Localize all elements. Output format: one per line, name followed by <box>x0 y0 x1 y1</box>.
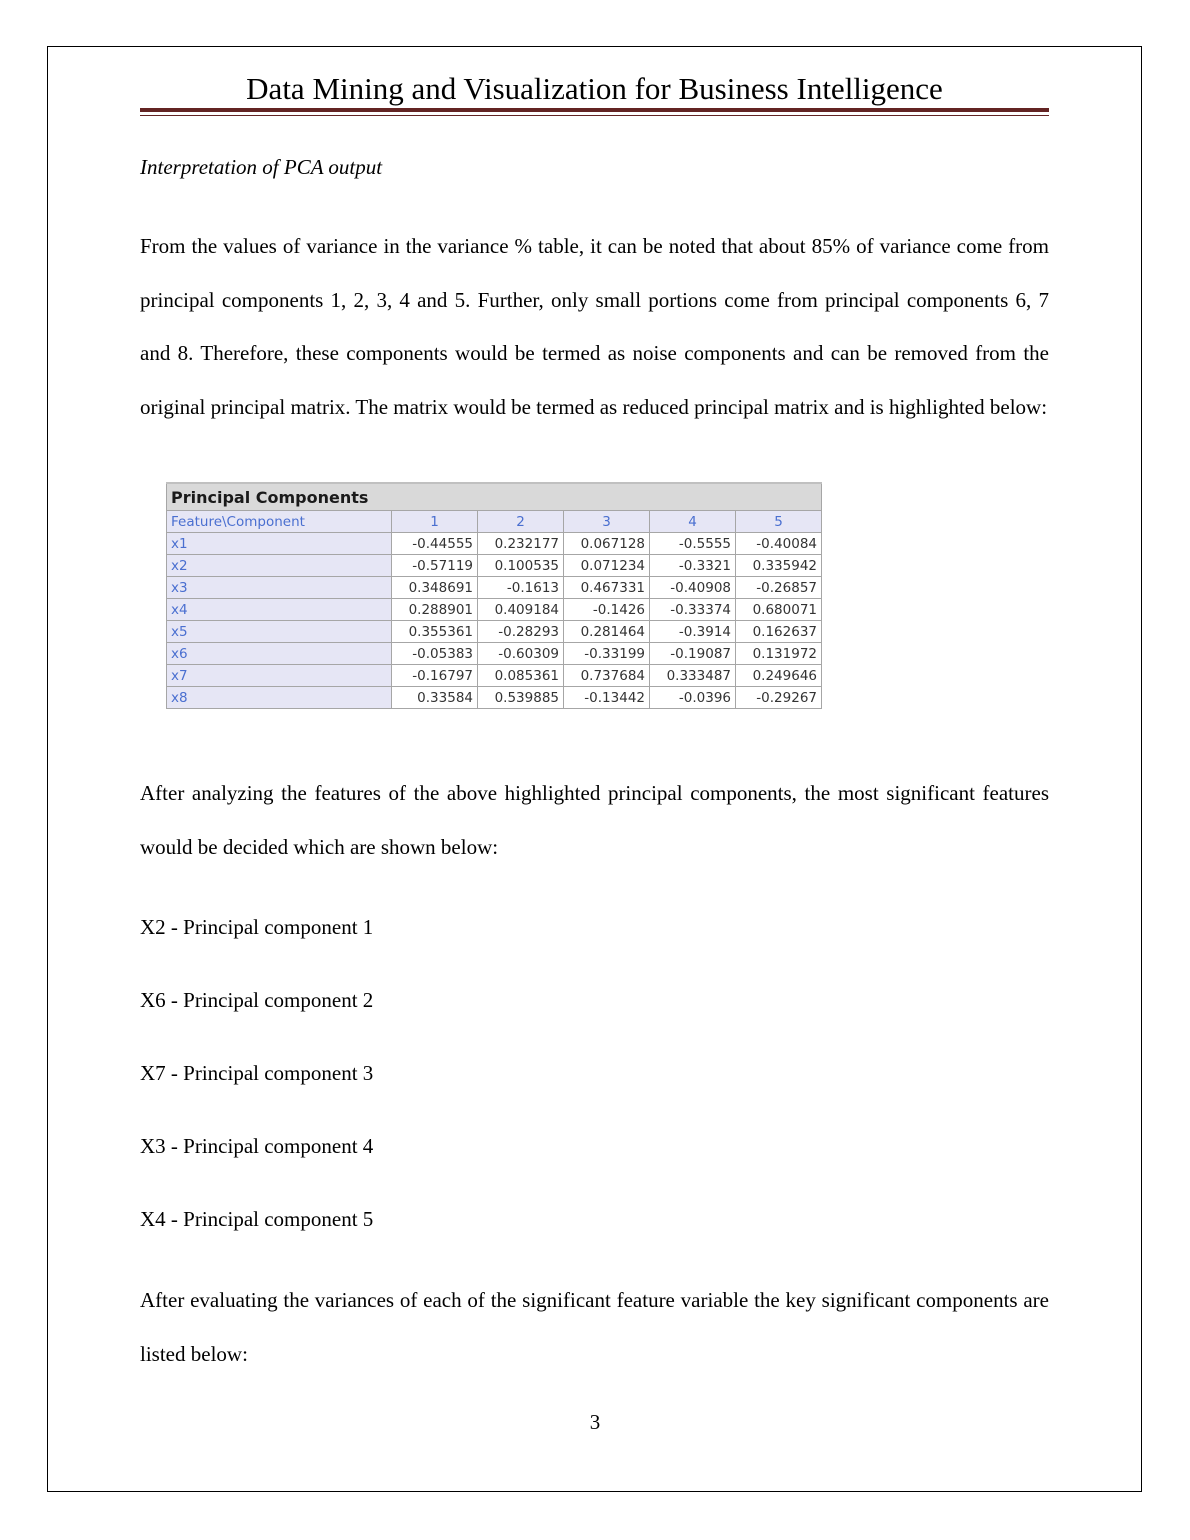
table-cell: 0.333487 <box>650 665 736 687</box>
row-label: x1 <box>167 533 392 555</box>
table-row <box>167 687 822 709</box>
running-header-title: Data Mining and Visualization for Business Intelligence <box>246 71 943 106</box>
page-content <box>140 148 1049 1381</box>
section-subheading: Interpretation of PCA output <box>140 155 383 179</box>
table-cell: -0.40908 <box>650 577 736 599</box>
table-row <box>167 577 822 599</box>
table-cell: 0.355361 <box>392 621 478 643</box>
table-cell: -0.60309 <box>478 643 564 665</box>
table-cell: -0.28293 <box>478 621 564 643</box>
page-number: 3 <box>589 1410 601 1434</box>
table-cell: -0.3914 <box>650 621 736 643</box>
table-row <box>167 555 822 577</box>
row-label: x8 <box>167 687 392 709</box>
column-header: 2 <box>478 511 564 533</box>
table-cell: -0.33199 <box>564 643 650 665</box>
table-cell: 0.737684 <box>564 665 650 687</box>
table-title-row <box>167 483 822 511</box>
table-header-row <box>167 511 822 533</box>
table-cell: 0.085361 <box>478 665 564 687</box>
row-label: x5 <box>167 621 392 643</box>
header-rule-thin <box>140 115 1049 116</box>
row-label: x7 <box>167 665 392 687</box>
table-cell: 0.288901 <box>392 599 478 621</box>
table-cell: 0.249646 <box>736 665 822 687</box>
table-cell: 0.539885 <box>478 687 564 709</box>
table-title: Principal Components <box>167 483 822 511</box>
column-header: 5 <box>736 511 822 533</box>
table-row <box>167 643 822 665</box>
row-label: x2 <box>167 555 392 577</box>
table-cell: -0.19087 <box>650 643 736 665</box>
table-cell: 0.680071 <box>736 599 822 621</box>
table-cell: -0.16797 <box>392 665 478 687</box>
paragraph-evaluation: After evaluating the variances of each of the significant feature variable the key significant components are listed below: <box>140 1288 1049 1366</box>
table-cell: 0.467331 <box>564 577 650 599</box>
table-cell: 0.232177 <box>478 533 564 555</box>
table-cell: -0.1613 <box>478 577 564 599</box>
table-cell: -0.5555 <box>650 533 736 555</box>
column-header: 4 <box>650 511 736 533</box>
table-cell: -0.05383 <box>392 643 478 665</box>
feature-item: X4 - Principal component 5 <box>140 1207 374 1231</box>
table-cell: 0.335942 <box>736 555 822 577</box>
column-header: 3 <box>564 511 650 533</box>
row-label: x4 <box>167 599 392 621</box>
table-cell: -0.3321 <box>650 555 736 577</box>
column-header: 1 <box>392 511 478 533</box>
principal-components-table-wrap <box>166 482 822 709</box>
table-cell: -0.33374 <box>650 599 736 621</box>
table-cell: -0.0396 <box>650 687 736 709</box>
table-cell: -0.40084 <box>736 533 822 555</box>
table-row <box>167 599 822 621</box>
paragraph-variance: From the values of variance in the variance % table, it can be noted that about 85% of variance come from principal components 1, 2, 3, 4 and 5. Further, only small portions come from principal components 6, 7 and 8. Therefore, these components would be termed as noise components and can be removed from the original principal matrix. The matrix would be termed as reduced principal matrix and is highlighted below: <box>140 234 1049 419</box>
table-row <box>167 533 822 555</box>
table-cell: 0.071234 <box>564 555 650 577</box>
corner-header: Feature\Component <box>167 511 392 533</box>
table-cell: 0.33584 <box>392 687 478 709</box>
table-cell: 0.409184 <box>478 599 564 621</box>
table-cell: -0.57119 <box>392 555 478 577</box>
table-cell: 0.281464 <box>564 621 650 643</box>
principal-components-table <box>166 482 822 709</box>
table-cell: 0.348691 <box>392 577 478 599</box>
row-label: x3 <box>167 577 392 599</box>
header-rule-thick <box>140 108 1049 112</box>
feature-item: X7 - Principal component 3 <box>140 1061 374 1085</box>
table-cell: -0.29267 <box>736 687 822 709</box>
table-cell: -0.26857 <box>736 577 822 599</box>
table-row <box>167 621 822 643</box>
table-cell: 0.100535 <box>478 555 564 577</box>
table-cell: 0.131972 <box>736 643 822 665</box>
feature-item: X6 - Principal component 2 <box>140 988 374 1012</box>
feature-item: X2 - Principal component 1 <box>140 915 374 939</box>
table-row <box>167 665 822 687</box>
table-cell: -0.1426 <box>564 599 650 621</box>
row-label: x6 <box>167 643 392 665</box>
table-cell: -0.13442 <box>564 687 650 709</box>
table-cell: 0.067128 <box>564 533 650 555</box>
table-cell: 0.162637 <box>736 621 822 643</box>
feature-item: X3 - Principal component 4 <box>140 1134 374 1158</box>
table-cell: -0.44555 <box>392 533 478 555</box>
paragraph-analysis: After analyzing the features of the above highlighted principal components, the most significant features would be decided which are shown below: <box>140 781 1049 859</box>
